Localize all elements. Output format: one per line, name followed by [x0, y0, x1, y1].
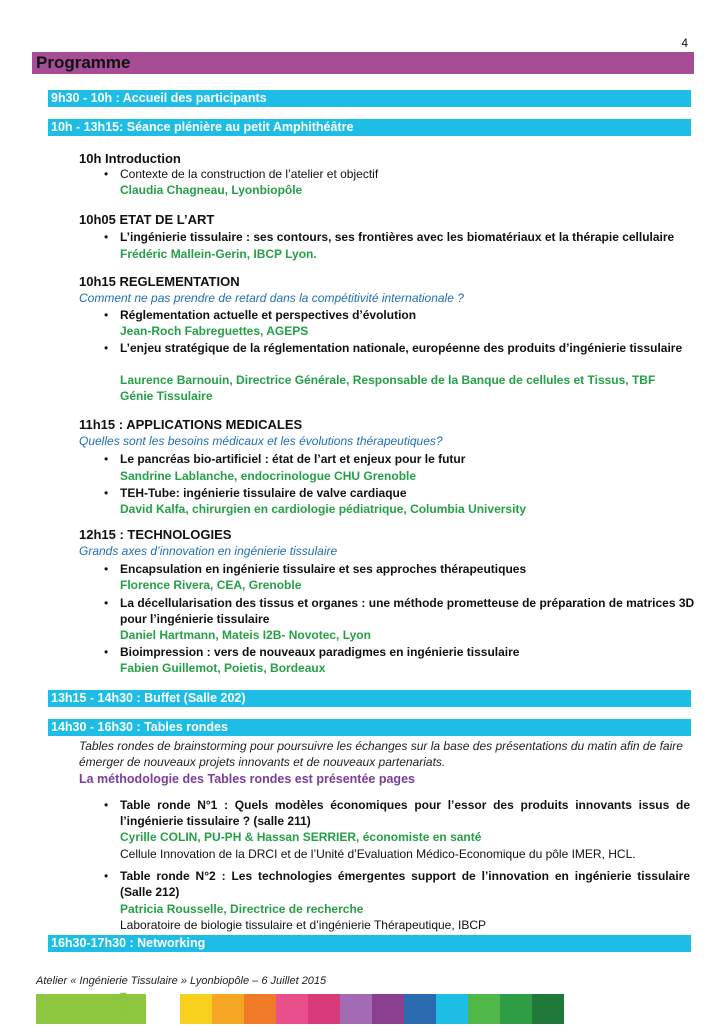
tech-speaker-1: Florence Rivera, CEA, Grenoble — [120, 578, 302, 592]
footer-stripe-segment — [532, 994, 564, 1024]
bar-welcome — [48, 90, 691, 107]
bullet: • — [104, 452, 109, 466]
intro-item: Contexte de la construction de l’atelier et objectif — [120, 167, 379, 181]
state-speaker: Frédéric Mallein-Gerin, IBCP Lyon. — [120, 247, 317, 261]
medical-speaker-2: David Kalfa, chirurgien en cardiologie pédiatrique, Columbia University — [120, 502, 527, 516]
table2-org: Laboratoire de biologie tissulaire et d’ingénierie Thérapeutique, IBCP — [120, 918, 487, 932]
intro-speaker: Claudia Chagneau, Lyonbiopôle — [120, 183, 303, 197]
bar-buffet — [48, 690, 691, 707]
table1-item: Table ronde N°1 : Quels modèles économiques pour l’essor des produits innovants issus de l’ingénierie tissulaire ? (salle 211) — [120, 798, 690, 828]
footer-stripe-segment — [244, 994, 276, 1024]
bar-networking — [48, 935, 691, 952]
bullet: • — [104, 230, 109, 244]
tech-item-3: Bioimpression : vers de nouveaux paradigmes en ingénierie tissulaire — [120, 645, 520, 659]
regulation-item-1: Réglementation actuelle et perspectives d’évolution — [120, 308, 417, 322]
state-heading: 10h05 ETAT DE L’ART — [79, 212, 215, 227]
tech-item-1: Encapsulation en ingénierie tissulaire et ses approches thérapeutiques — [120, 562, 527, 576]
medical-item-1: Le pancréas bio-artificiel : état de l’art et enjeux pour le futur — [120, 452, 466, 466]
table2-speaker: Patricia Rousselle, Directrice de recherche — [120, 902, 364, 916]
tech-speaker-2: Daniel Hartmann, Mateis I2B- Novotec, Lyon — [120, 628, 371, 642]
regulation-item-2: L’enjeu stratégique de la réglementation nationale, européenne des produits d’ingénierie tissulaire — [120, 341, 683, 355]
bar-tables — [48, 719, 691, 736]
roundtables-method: La méthodologie des Tables rondes est présentée pages — [79, 772, 415, 786]
tech-subtitle: Grands axes d’innovation en ingénierie tissulaire — [79, 544, 338, 558]
bar-welcome-label: 9h30 - 10h : Accueil des participants — [51, 91, 267, 105]
medical-heading: 11h15 : APPLICATIONS MEDICALES — [79, 417, 303, 432]
table2-item: Table ronde N°2 : Les technologies émergentes support de l’innovation en ingénierie tissulaire (Salle 212) — [120, 869, 690, 899]
bullet: • — [104, 645, 109, 659]
footer-stripe-segment — [308, 994, 340, 1024]
page-title: Programme — [36, 53, 131, 72]
bar-plenary — [48, 119, 691, 136]
footer-text: Atelier « Ingénierie Tissulaire » Lyonbiopôle – 6 Juillet 2015 — [36, 975, 327, 987]
table1-speaker: Cyrille COLIN, PU-PH & Hassan SERRIER, économiste en santé — [120, 830, 482, 844]
table1-org: Cellule Innovation de la DRCI et de l’Unité d’Evaluation Médico-Economique du pôle IMER, HCL. — [120, 847, 636, 861]
regulation-speaker-1: Jean-Roch Fabreguettes, AGEPS — [120, 324, 309, 338]
footer-stripe-segment — [340, 994, 372, 1024]
bullet: • — [104, 341, 109, 355]
footer-stripe-segment — [500, 994, 532, 1024]
footer-stripe-segment — [146, 994, 180, 1024]
title-bar — [32, 52, 694, 74]
footer-stripe-segment — [372, 994, 404, 1024]
footer-stripe-segment — [404, 994, 436, 1024]
bar-plenary-label: 10h - 13h15: Séance plénière au petit Amphithéâtre — [51, 120, 354, 134]
footer-stripe-segment — [436, 994, 468, 1024]
roundtables-description: Tables rondes de brainstorming pour poursuivre les échanges sur la base des présentations du matin afin de faire émerger de nouveaux projets innovants et de nouveaux partenariats. — [79, 739, 683, 769]
intro-heading: 10h Introduction — [79, 151, 181, 166]
state-item: L’ingénierie tissulaire : ses contours, ses frontières avec les biomatériaux et la thérapie cellulaire — [120, 230, 675, 244]
page-number: 4 — [681, 36, 688, 50]
regulation-subtitle: Comment ne pas prendre de retard dans la compétitivité internationale ? — [79, 291, 464, 305]
footer-stripe-segment — [468, 994, 500, 1024]
tech-speaker-3: Fabien Guillemot, Poietis, Bordeaux — [120, 661, 326, 675]
tech-item-2: La décellularisation des tissus et organes : une méthode prometteuse de préparation de matrices 3D pour l’ingénierie tissulaire — [120, 596, 695, 626]
bar-networking-label: 16h30-17h30 : Networking — [51, 936, 206, 950]
bullet: • — [104, 869, 109, 883]
tech-heading: 12h15 : TECHNOLOGIES — [79, 527, 232, 542]
bar-buffet-label: 13h15 - 14h30 : Buffet (Salle 202) — [51, 691, 246, 705]
regulation-speaker-2: Laurence Barnouin, Directrice Générale, Responsable de la Banque de cellules et Tissus, TBF Génie Tissulaire — [120, 373, 656, 403]
bullet: • — [104, 798, 109, 812]
bullet: • — [104, 308, 109, 322]
bullet: • — [104, 486, 109, 500]
medical-item-2: TEH-Tube: ingénierie tissulaire de valve cardiaque — [120, 486, 407, 500]
bar-tables-label: 14h30 - 16h30 : Tables rondes — [51, 720, 228, 734]
bullet: • — [104, 562, 109, 576]
medical-subtitle: Quelles sont les besoins médicaux et les évolutions thérapeutiques? — [79, 434, 443, 448]
bullet: • — [104, 596, 109, 610]
bullet: • — [104, 167, 109, 181]
medical-speaker-1: Sandrine Lablanche, endocrinologue CHU Grenoble — [120, 469, 417, 483]
footer-stripe-segment — [212, 994, 244, 1024]
footer-stripe-segment — [180, 994, 212, 1024]
footer-stripe-segment — [276, 994, 308, 1024]
regulation-heading: 10h15 REGLEMENTATION — [79, 274, 240, 289]
footer-logo-number: 1 — [112, 986, 134, 1028]
